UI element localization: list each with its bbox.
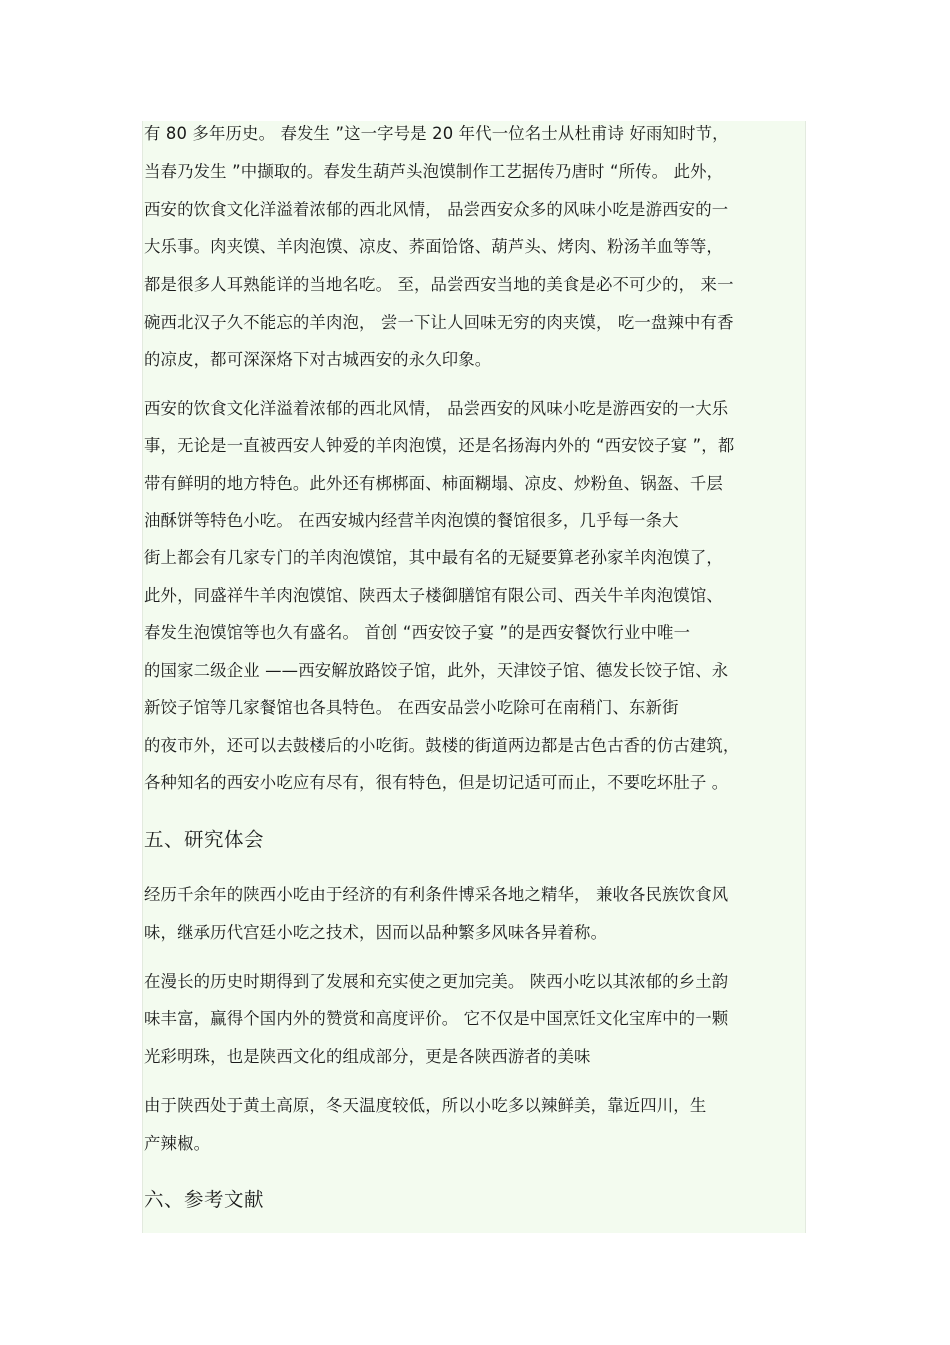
text-line-16: 新饺子馆等几家餐馆也各具特色。 在西安品尝小吃除可在南稍门、东新街 [144,698,679,717]
text-line-3: 西安的饮食文化洋溢着浓郁的西北风情， 品尝西安众多的风味小吃是游西安的一 [144,200,729,219]
section-heading-references: 六、参考文献 [144,1188,265,1211]
text-line-7: 的凉皮，都可深深烙下对古城西安的永久印象。 [144,350,492,369]
text-line-20: 味，继承历代宫廷小吃之技术，因而以品种繁多风味各异着称。 [144,923,608,942]
text-line-8: 西安的饮食文化洋溢着浓郁的西北风情， 品尝西安的风味小吃是游西安的一大乐 [144,399,729,418]
text-line-10: 带有鲜明的地方特色。此外还有梆梆面、柿面糊塌、凉皮、炒粉鱼、锅盔、千层 [144,474,723,493]
text-line-6: 碗西北汉子久不能忘的羊肉泡， 尝一下让人回味无穷的肉夹馍， 吃一盘辣中有香 [144,313,734,332]
section-heading-research: 五、研究体会 [144,828,265,851]
text-line-13: 此外，同盛祥牛羊肉泡馍馆、陕西太子楼御膳馆有限公司、西关牛羊肉泡馍馆、 [144,586,723,605]
text-line-1: 有 80 多年历史。 春发生 ”这一字号是 20 年代一位名士从杜甫诗 好雨知时节， [144,124,729,143]
text-line-14: 春发生泡馍馆等也久有盛名。 首创 “西安饺子宴 ”的是西安餐饮行业中唯一 [144,623,691,642]
text-line-18: 各种知名的西安小吃应有尽有，很有特色，但是切记适可而止，不要吃坏肚子 。 [144,773,729,792]
text-line-11: 油酥饼等特色小吃。 在西安城内经营羊肉泡馍的餐馆很多，几乎每一条大 [144,511,679,530]
text-line-4: 大乐事。肉夹馍、羊肉泡馍、凉皮、荞面饸饹、葫芦头、烤肉、粉汤羊血等等， [144,237,723,256]
text-line-24: 由于陕西处于黄土高原，冬天温度较低，所以小吃多以辣鲜美，靠近四川，生 [144,1096,707,1115]
text-line-21: 在漫长的历史时期得到了发展和充实使之更加完美。 陕西小吃以其浓郁的乡土韵 [144,972,729,991]
text-line-2: 当春乃发生 ”中撷取的。春发生葫芦头泡馍制作工艺据传乃唐时 “所传。 此外， [144,162,724,181]
text-line-9: 事，无论是一直被西安人钟爱的羊肉泡馍，还是名扬海内外的 “西安饺子宴 ”，都 [144,436,735,455]
text-line-22: 味丰富，赢得个国内外的赞赏和高度评价。 它不仅是中国烹饪文化宝库中的一颗 [144,1009,729,1028]
text-line-12: 街上都会有几家专门的羊肉泡馍馆，其中最有名的无疑要算老孙家羊肉泡馍了， [144,548,723,567]
text-line-19: 经历千余年的陕西小吃由于经济的有利条件博采各地之精华， 兼收各民族饮食风 [144,885,729,904]
text-line-25: 产辣椒。 [144,1134,211,1153]
text-line-15: 的国家二级企业 ——西安解放路饺子馆，此外，天津饺子馆、德发长饺子馆、永 [144,661,729,680]
text-line-23: 光彩明珠，也是陕西文化的组成部分，更是各陕西游者的美味 [144,1047,591,1066]
text-line-17: 的夜市外，还可以去鼓楼后的小吃街。鼓楼的街道两边都是古色古香的仿古建筑， [144,736,740,755]
text-line-5: 都是很多人耳熟能详的当地名吃。 至，品尝西安当地的美食是必不可少的， 来一 [144,275,734,294]
